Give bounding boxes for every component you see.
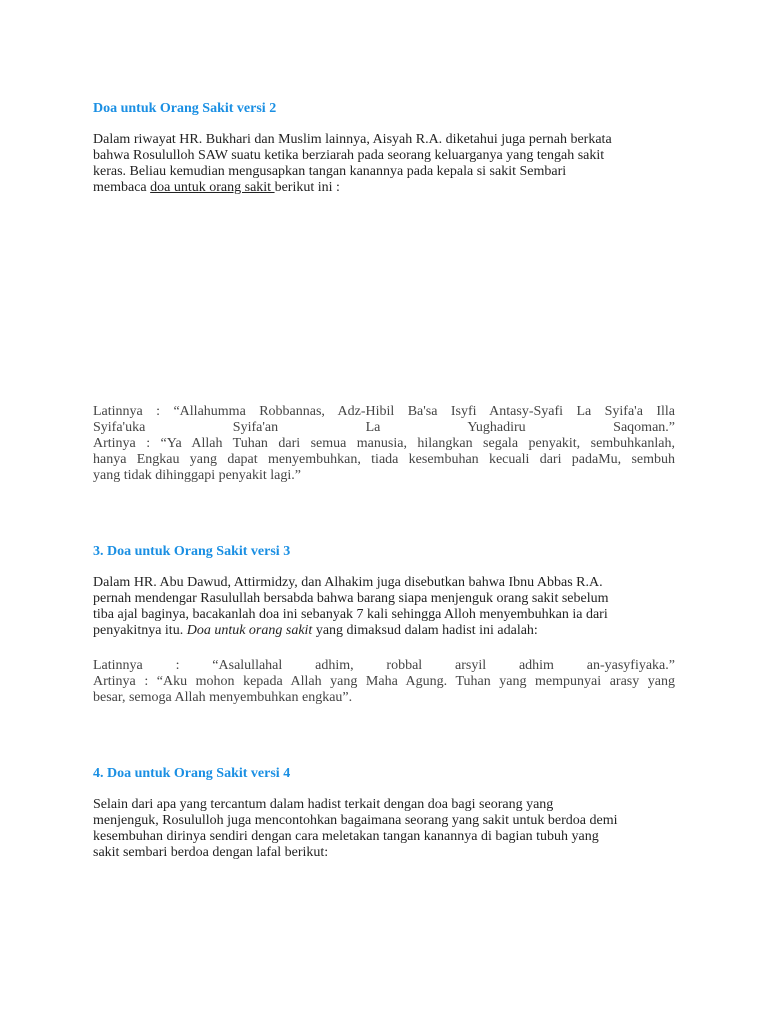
latin-block-versi-3 <box>93 658 675 706</box>
paragraph-text: berikut ini : <box>274 180 340 195</box>
artinya-line: Artinya : “Ya Allah Tuhan dari semua manusia, hilangkan segala penyakit, sembuhkanlah, <box>93 436 675 451</box>
paragraph-line: keras. Beliau kemudian mengusapkan tangan kanannya pada kepala si sakit Sembari <box>93 164 567 179</box>
doa-link[interactable]: doa untuk orang sakit <box>150 180 275 195</box>
section-paragraph-versi-3 <box>93 575 675 639</box>
latin-line: Latinnya : “Asalullahal adhim, robbal arsyil adhim an-yasyfiyaka.” <box>93 658 675 673</box>
paragraph-line: menjenguk, Rosululloh juga mencontohkan bagaimana seorang yang sakit untuk berdoa demi <box>93 813 618 828</box>
section-heading-versi-3: 3. Doa untuk Orang Sakit versi 3 <box>93 544 291 559</box>
section-heading-versi-4: 4. Doa untuk Orang Sakit versi 4 <box>93 766 291 781</box>
paragraph-line <box>93 623 675 639</box>
italic-text: Doa untuk orang sakit <box>186 623 313 638</box>
paragraph-text: penyakitnya itu. <box>93 623 187 638</box>
paragraph-line: Selain dari apa yang tercantum dalam hadist terkait dengan doa bagi seorang yang <box>93 797 554 812</box>
latin-line: Syifa'uka Syifa'an La Yughadiru Saqoman.” <box>93 420 675 435</box>
paragraph-line <box>93 180 675 196</box>
artinya-line: besar, semoga Allah menyembuhkan engkau”. <box>93 690 353 705</box>
paragraph-text: membaca <box>93 180 151 195</box>
artinya-line: hanya Engkau yang dapat menyembuhkan, tiada kesembuhan kecuali dari padaMu, sembuh <box>93 452 675 467</box>
section-paragraph-versi-2 <box>93 132 675 196</box>
latin-line: Latinnya : “Allahumma Robbannas, Adz-Hibil Ba'sa Isyfi Antasy-Syafi La Syifa'a Illa <box>93 404 675 419</box>
paragraph-line: Dalam riwayat HR. Bukhari dan Muslim lainnya, Aisyah R.A. diketahui juga pernah berkata <box>93 132 612 147</box>
section-paragraph-versi-4 <box>93 797 675 861</box>
paragraph-line: Dalam HR. Abu Dawud, Attirmidzy, dan Alhakim juga disebutkan bahwa Ibnu Abbas R.A. <box>93 575 603 590</box>
section-heading-versi-2: Doa untuk Orang Sakit versi 2 <box>93 101 277 116</box>
paragraph-text: yang dimaksud dalam hadist ini adalah: <box>312 623 538 638</box>
artinya-line: Artinya : “Aku mohon kepada Allah yang Maha Agung. Tuhan yang mempunyai arasy yang <box>93 674 675 689</box>
paragraph-line: tiba ajal baginya, bacakanlah doa ini sebanyak 7 kali sehingga Alloh menyembuhkan ia dari <box>93 607 608 622</box>
artinya-line: yang tidak dihinggapi penyakit lagi.” <box>93 468 302 483</box>
paragraph-line: pernah mendengar Rasulullah bersabda bahwa barang siapa menjenguk orang sakit sebelum <box>93 591 609 606</box>
paragraph-line: bahwa Rosululloh SAW suatu ketika berziarah pada seorang keluarganya yang tengah sakit <box>93 148 605 163</box>
paragraph-line: sakit sembari berdoa dengan lafal berikut: <box>93 845 329 860</box>
paragraph-line: kesembuhan dirinya sendiri dengan cara meletakan tangan kanannya di bagian tubuh yang <box>93 829 599 844</box>
latin-block-versi-2 <box>93 404 675 484</box>
